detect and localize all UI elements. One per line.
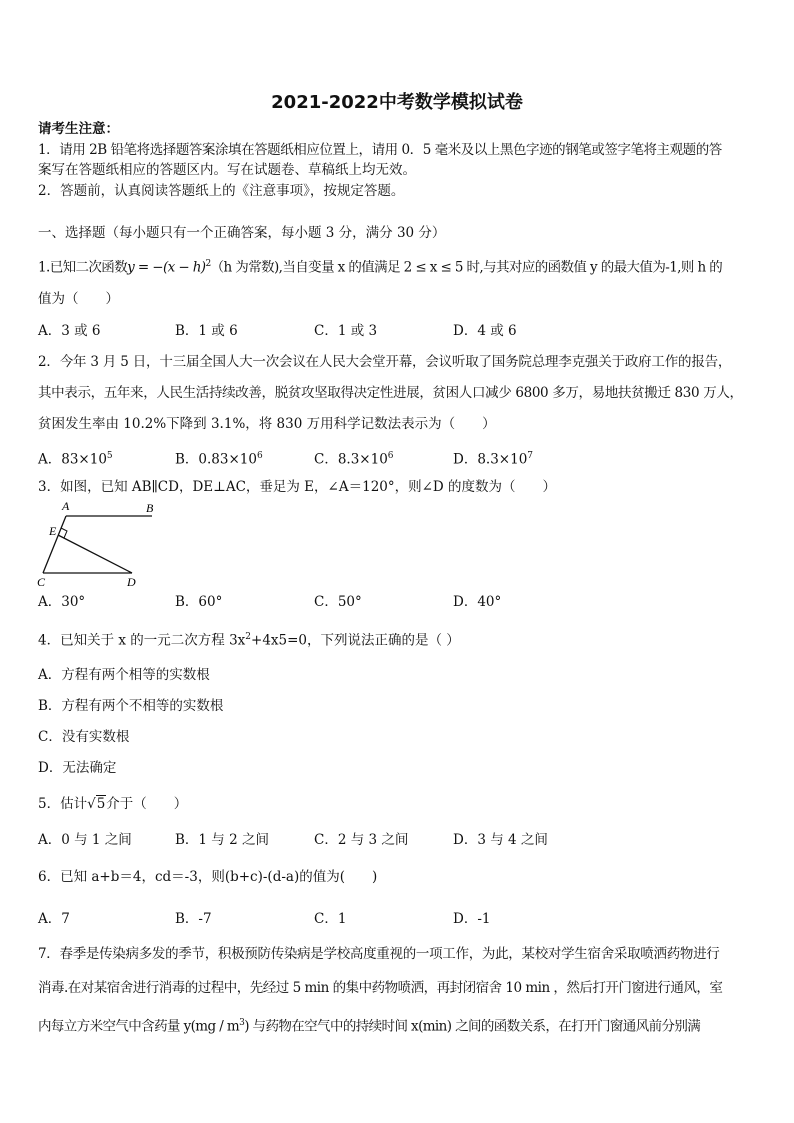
question-7-exponent: 3 bbox=[239, 1018, 245, 1028]
question-7-line-1: 7．春季是传染病多发的季节，积极预防传染病是学校高度重视的一项工作，为此，某校对学生宿舍采取喷洒药物进行 bbox=[38, 946, 720, 962]
question-6-line-1: 6．已知 a+b＝4，cd＝-3，则(b+c)-(d-a)的值为( ) bbox=[38, 869, 378, 885]
question-2-line-1: 2．今年 3 月 5 日，十三届全国人大一次会议在人民大会堂开幕，会议听取了国务院总理李克强关于政府工作的报告， bbox=[38, 354, 732, 370]
question-6-option-b: B．-7 bbox=[175, 911, 212, 927]
question-3-option-c: C．50° bbox=[314, 594, 362, 610]
question-1-formula: y = −(x − h) bbox=[127, 259, 206, 276]
label-a: A bbox=[62, 499, 70, 513]
label-b: B bbox=[146, 501, 154, 515]
question-5-option-d: D．3 与 4 之间 bbox=[453, 832, 548, 848]
question-2-option-b-base: B．0.83×10 bbox=[175, 451, 257, 468]
question-5-option-b: B．1 与 2 之间 bbox=[175, 832, 269, 848]
question-2-option-d-base: D．8.3×10 bbox=[453, 451, 528, 468]
question-5-option-a: A．0 与 1 之间 bbox=[38, 832, 132, 848]
question-3-option-b: B．60° bbox=[175, 594, 223, 610]
question-6-option-a: A．7 bbox=[38, 911, 70, 927]
section-heading: 一、选择题（每小题只有一个正确答案，每小题 3 分，满分 30 分） bbox=[38, 225, 446, 241]
page-title: 2021-2022中考数学模拟试卷 bbox=[271, 92, 523, 113]
question-2-option-a-base: A．83×10 bbox=[38, 451, 107, 468]
question-3-line-1: 3．如图，已知 AB∥CD，DE⊥AC，垂足为 E，∠A＝120°，则∠D 的度数为（ ） bbox=[38, 479, 557, 495]
question-5-radicand: 5 bbox=[96, 796, 106, 812]
question-4-option-d: D．无法确定 bbox=[38, 760, 117, 776]
segment-ed bbox=[58, 535, 132, 573]
question-1-option-d: D．4 或 6 bbox=[453, 323, 517, 339]
question-2-option-b bbox=[175, 447, 263, 469]
question-3-option-d: D．40° bbox=[453, 594, 502, 610]
notice-line-2: 2．答题前，认真阅读答题纸上的《注意事项》，按规定答题。 bbox=[38, 183, 405, 199]
label-c: C bbox=[37, 575, 46, 589]
question-2-option-a bbox=[38, 447, 113, 469]
question-5-text-b: 介于（ ） bbox=[106, 796, 188, 812]
question-1-line-2: 值为（ ） bbox=[38, 291, 119, 307]
question-2-option-d-exponent: 7 bbox=[527, 451, 534, 461]
label-e: E bbox=[49, 524, 57, 538]
question-2-line-3: 贫困发生率由 10.2%下降到 3.1%，将 830 万用科学记数法表示为（ ） bbox=[38, 416, 496, 432]
question-4-exponent: 2 bbox=[245, 632, 252, 642]
question-1-option-c: C．1 或 3 bbox=[314, 323, 378, 339]
question-4-text-a: 4．已知关于 x 的一元二次方程 3x bbox=[38, 632, 246, 649]
question-3-figure bbox=[30, 498, 180, 590]
question-2-option-b-exponent: 6 bbox=[256, 451, 263, 461]
question-2-line-2: 其中表示，五年来，人民生活持续改善，脱贫攻坚取得决定性进展，贫困人口减少 6800 多万，易地扶贫搬迁 830 万人， bbox=[38, 385, 743, 401]
question-7-text-a: 内每立方米空气中含药量 y(mg / m bbox=[38, 1018, 240, 1035]
question-2-option-d bbox=[453, 447, 533, 469]
question-6-option-c: C．1 bbox=[314, 911, 347, 927]
question-4-text-b: +4x5=0，下列说法正确的是（ ） bbox=[251, 632, 460, 649]
question-5-option-c: C．2 与 3 之间 bbox=[314, 832, 409, 848]
question-1-exponent: 2 bbox=[205, 259, 211, 269]
question-1-text-b: （h 为常数),当自变量 x 的值满足 2 ≤ x ≤ 5 时,与其对应的函数值 y 的最大值为-1,则 h 的 bbox=[210, 259, 723, 276]
question-7-text-b: ) 与药物在空气中的持续时间 x(min) 之间的函数关系，在打开门窗通风前分别满 bbox=[244, 1018, 701, 1035]
question-3-option-a: A．30° bbox=[38, 594, 86, 610]
notice-line-1a: 1．请用 2B 铅笔将选择题答案涂填在答题纸相应位置上，请用 0．5 毫米及以上黑色字迹的钢笔或签字笔将主观题的答 bbox=[38, 142, 722, 158]
question-1-number: 1 bbox=[38, 259, 46, 276]
label-d: D bbox=[127, 575, 136, 589]
question-2-option-c-exponent: 6 bbox=[387, 451, 394, 461]
notice-heading: 请考生注意： bbox=[38, 121, 119, 137]
question-4-option-c: C．没有实数根 bbox=[38, 729, 130, 745]
question-2-option-a-exponent: 5 bbox=[106, 451, 113, 461]
question-4-option-a: A．方程有两个相等的实数根 bbox=[38, 667, 210, 683]
question-1-option-b: B．1 或 6 bbox=[175, 323, 238, 339]
question-6-option-d: D．-1 bbox=[453, 911, 491, 927]
question-5-text-a: 5．估计 bbox=[38, 796, 88, 812]
question-2-option-c bbox=[314, 447, 394, 469]
question-4-line-1 bbox=[38, 628, 460, 650]
notice-line-1b: 案写在答题纸相应的答题区内。写在试题卷、草稿纸上均无效。 bbox=[38, 162, 416, 178]
sqrt-sign: √ bbox=[87, 796, 96, 812]
question-5-line-1 bbox=[38, 795, 187, 813]
question-4-option-b: B．方程有两个不相等的实数根 bbox=[38, 698, 224, 714]
question-2-option-c-base: C．8.3×10 bbox=[314, 451, 388, 468]
question-1-text-a: 已知二次函数 bbox=[49, 259, 128, 276]
question-1-option-a: A．3 或 6 bbox=[38, 323, 101, 339]
question-1-line-1: 1.已知二次函数$y = -(x - h)^2(h$ 为常数),当自变量 x 的值满足 2 ≤ x ≤ 5 时,与其对应的函数值 y 的最大值为-1,则 h 的 bbox=[38, 259, 723, 276]
question-7-line-2: 消毒.在对某宿舍进行消毒的过程中，先经过 5 min 的集中药物喷洒，再封闭宿舍 10 min ，然后打开门窗进行通风，室 bbox=[38, 980, 723, 996]
question-7-line-3 bbox=[38, 1014, 700, 1036]
